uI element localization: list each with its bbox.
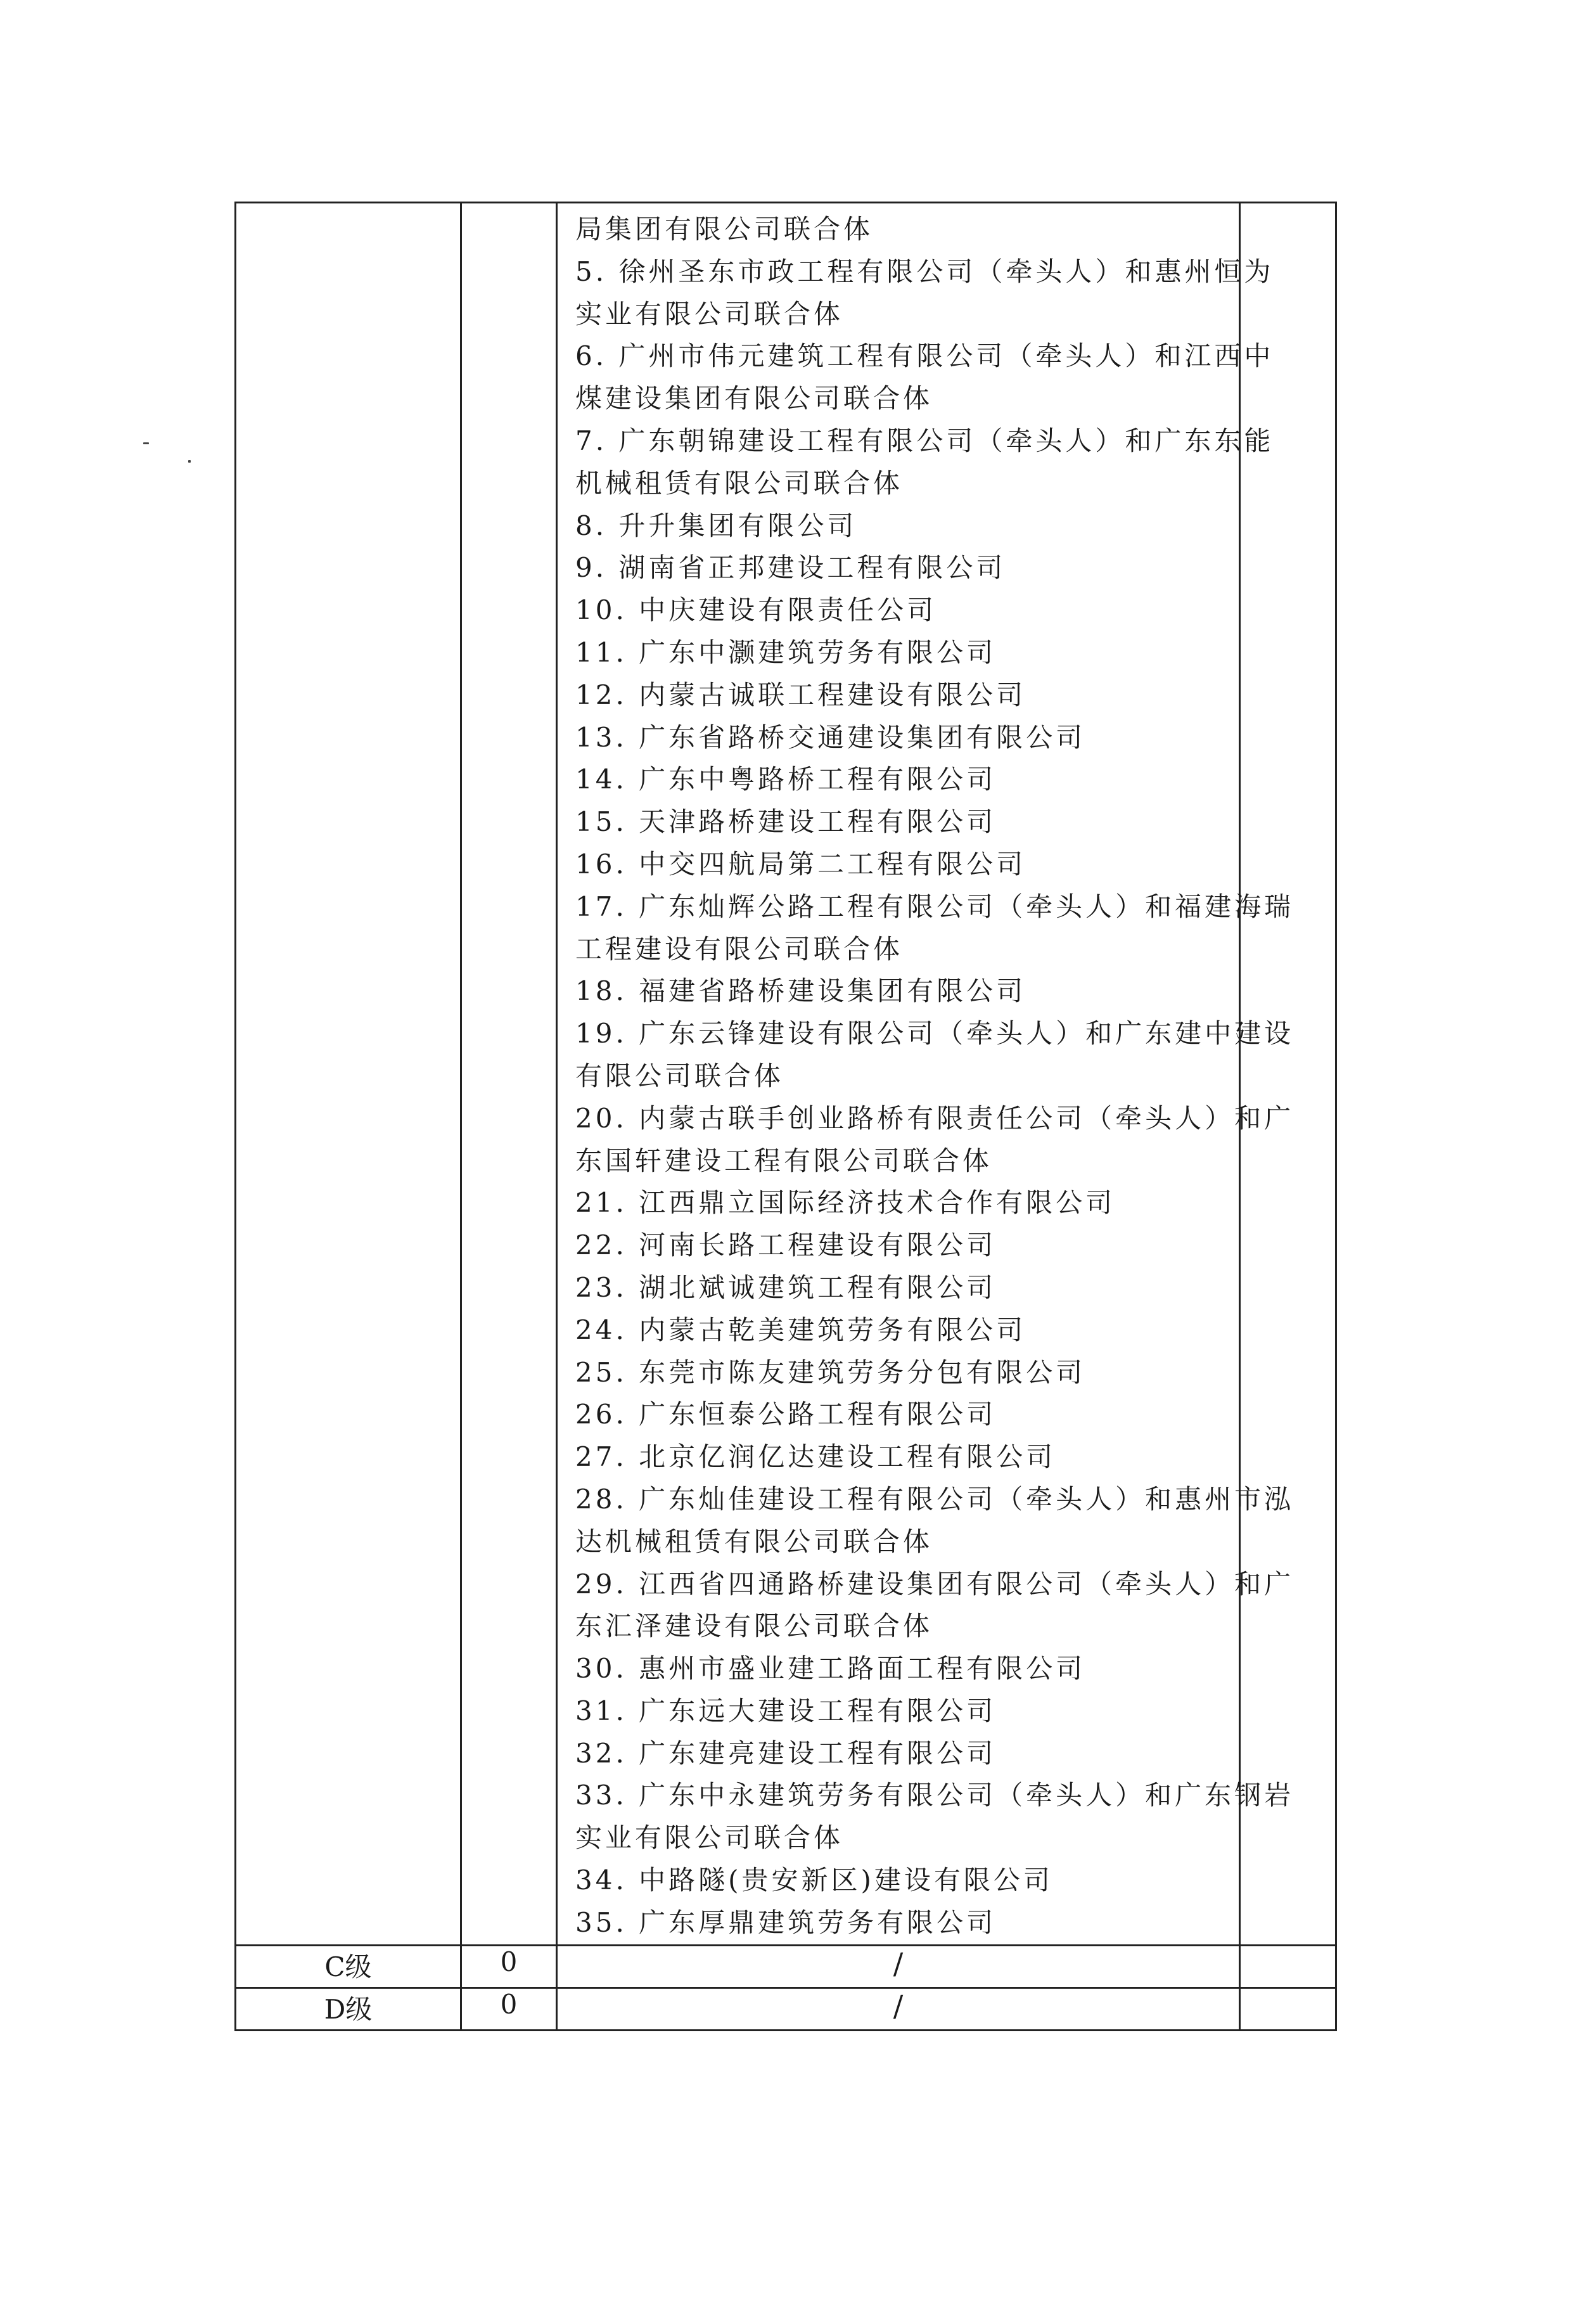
list-item: 东国轩建设工程有限公司联合体 bbox=[575, 1145, 993, 1176]
list-item: 东汇泽建设有限公司联合体 bbox=[575, 1610, 933, 1642]
grade-cell bbox=[236, 203, 461, 1946]
table-row bbox=[236, 1987, 1336, 2030]
grade-cell: C级 bbox=[236, 1945, 461, 1987]
list-item: 30. 惠州市盛业建工路面工程有限公司 bbox=[575, 1653, 1086, 1685]
list-item: 8. 升升集团有限公司 bbox=[575, 510, 857, 541]
list-item: 实业有限公司联合体 bbox=[575, 298, 844, 330]
list-item: 31. 广东远大建设工程有限公司 bbox=[575, 1695, 997, 1726]
table-row bbox=[236, 203, 1336, 1946]
grade-table bbox=[234, 202, 1337, 2031]
list-item: 有限公司联合体 bbox=[575, 1060, 784, 1091]
list-item: 14. 广东中粤路桥工程有限公司 bbox=[575, 764, 997, 795]
count-cell: 0 bbox=[461, 1945, 557, 1987]
list-item: 7. 广东朝锦建设工程有限公司（牵头人）和广东东能 bbox=[575, 425, 1274, 456]
list-item: 实业有限公司联合体 bbox=[575, 1822, 844, 1854]
list-item: 工程建设有限公司联合体 bbox=[575, 933, 904, 965]
list-item: 机械租赁有限公司联合体 bbox=[575, 467, 904, 499]
list-item: 20. 内蒙古联手创业路桥有限责任公司（牵头人）和广 bbox=[575, 1102, 1295, 1134]
list-item: 22. 河南长路工程建设有限公司 bbox=[575, 1229, 997, 1261]
list-item: 5. 徐州圣东市政工程有限公司（牵头人）和惠州恒为 bbox=[575, 255, 1274, 287]
list-item: 25. 东莞市陈友建筑劳务分包有限公司 bbox=[575, 1356, 1086, 1388]
list-item: 23. 湖北斌诚建筑工程有限公司 bbox=[575, 1271, 997, 1303]
remark-cell bbox=[1240, 1945, 1336, 1987]
count-cell bbox=[461, 203, 557, 1946]
list-item: 17. 广东灿辉公路工程有限公司（牵头人）和福建海瑞 bbox=[575, 890, 1295, 922]
remark-cell bbox=[1240, 1987, 1336, 2030]
list-item: 24. 内蒙古乾美建筑劳务有限公司 bbox=[575, 1314, 1026, 1345]
list-item: 34. 中路隧(贵安新区)建设有限公司 bbox=[575, 1865, 1053, 1896]
list-item: 达机械租赁有限公司联合体 bbox=[575, 1525, 933, 1557]
list-item: 28. 广东灿佳建设工程有限公司（牵头人）和惠州市泓 bbox=[575, 1483, 1295, 1515]
list-item: 15. 天津路桥建设工程有限公司 bbox=[575, 806, 997, 838]
list-item: 10. 中庆建设有限责任公司 bbox=[575, 594, 937, 626]
list-item: 13. 广东省路桥交通建设集团有限公司 bbox=[575, 721, 1086, 753]
enterprise-list bbox=[558, 203, 1295, 1944]
list-item: 21. 江西鼎立国际经济技术合作有限公司 bbox=[575, 1187, 1116, 1219]
enterprise-list-cell bbox=[557, 203, 1295, 1946]
scan-mark bbox=[143, 442, 149, 444]
enterprise-cell: / bbox=[557, 1945, 1240, 1987]
list-item: 18. 福建省路桥建设集团有限公司 bbox=[575, 975, 1026, 1007]
list-item: 煤建设集团有限公司联合体 bbox=[575, 383, 933, 414]
list-item: 11. 广东中灏建筑劳务有限公司 bbox=[575, 636, 997, 668]
count-cell: 0 bbox=[461, 1987, 557, 2030]
list-item: 33. 广东中永建筑劳务有限公司（牵头人）和广东钢岩 bbox=[575, 1780, 1295, 1811]
list-item: 35. 广东厚鼎建筑劳务有限公司 bbox=[575, 1906, 997, 1938]
list-item: 6. 广州市伟元建筑工程有限公司（牵头人）和江西中 bbox=[575, 340, 1274, 372]
list-item: 27. 北京亿润亿达建设工程有限公司 bbox=[575, 1441, 1056, 1473]
scan-mark bbox=[188, 460, 191, 463]
list-item: 9. 湖南省正邦建设工程有限公司 bbox=[575, 552, 1006, 584]
grade-cell: D级 bbox=[236, 1987, 461, 2030]
table-row bbox=[236, 1945, 1336, 1987]
list-item: 29. 江西省四通路桥建设集团有限公司（牵头人）和广 bbox=[575, 1568, 1295, 1600]
list-item: 局集团有限公司联合体 bbox=[575, 214, 874, 245]
list-item: 16. 中交四航局第二工程有限公司 bbox=[575, 848, 1026, 880]
list-item: 32. 广东建亮建设工程有限公司 bbox=[575, 1737, 997, 1769]
list-item: 12. 内蒙古诚联工程建设有限公司 bbox=[575, 679, 1026, 710]
list-item: 26. 广东恒泰公路工程有限公司 bbox=[575, 1399, 997, 1430]
remark-cell bbox=[1240, 203, 1336, 1946]
enterprise-cell: / bbox=[557, 1987, 1240, 2030]
list-item: 19. 广东云锋建设有限公司（牵头人）和广东建中建设 bbox=[575, 1018, 1295, 1050]
